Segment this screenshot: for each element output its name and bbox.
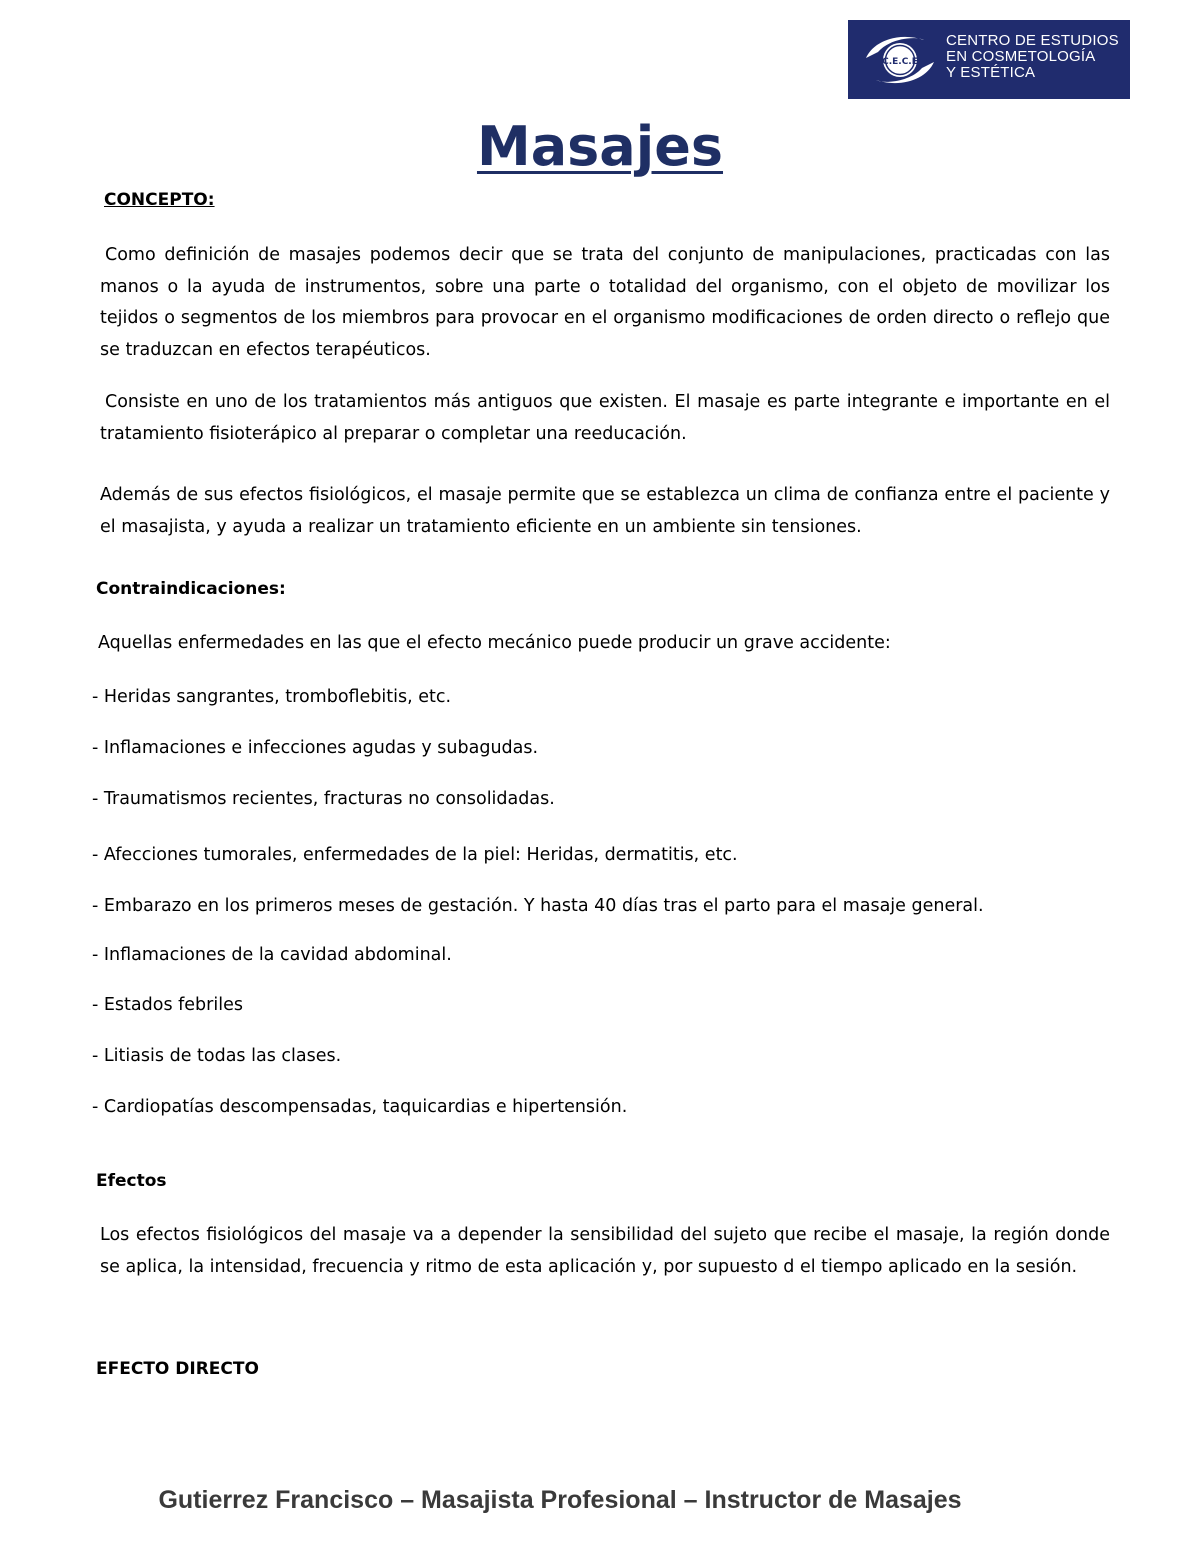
contraindications-intro: Aquellas enfermedades en las que el efecto mecánico puede producir un grave accidente: (98, 633, 891, 653)
logo-line-2: EN COSMETOLOGÍA (946, 48, 1096, 65)
concept-paragraph-1: Como definición de masajes podemos decir que se trata del conjunto de manipulaciones, practicadas con las manos o la ayuda de instrumentos, sobre una parte o totalidad del organismo, con el objeto de movilizar los tejidos o segmentos de los miembros para provocar en el organismo modificaciones de orden directo o reflejo que se traduzcan en efectos terapéuticos. (100, 245, 1110, 360)
list-item: - Inflamaciones e infecciones agudas y subagudas. (92, 738, 539, 758)
logo-line-3: Y ESTÉTICA (946, 64, 1036, 81)
concept-paragraph-2: Consiste en uno de los tratamientos más antiguos que existen. El masaje es parte integrante e importante en el tratamiento fisioterápico al preparar o completar una reeducación. (100, 392, 1110, 444)
institution-logo (848, 20, 1130, 99)
list-item: - Embarazo en los primeros meses de gestación. Y hasta 40 días tras el parto para el masaje general. (92, 896, 984, 916)
effects-heading: Efectos (96, 1171, 167, 1191)
list-item: - Estados febriles (92, 995, 243, 1015)
list-item: - Litiasis de todas las clases. (92, 1046, 342, 1066)
list-item: - Heridas sangrantes, tromboflebitis, etc. (92, 687, 452, 707)
logo-badge-text: C.E.C.E (882, 57, 918, 67)
direct-effect-heading: EFECTO DIRECTO (96, 1359, 259, 1379)
logo-line-1: CENTRO DE ESTUDIOS (946, 32, 1119, 49)
list-item: - Traumatismos recientes, fracturas no consolidadas. (92, 789, 555, 809)
concept-paragraph-3: Además de sus efectos fisiológicos, el masaje permite que se establezca un clima de confianza entre el paciente y el masajista, y ayuda a realizar un tratamiento eficiente en un ambiente sin tensiones. (100, 485, 1110, 537)
effects-paragraph: Los efectos fisiológicos del masaje va a depender la sensibilidad del sujeto que recibe el masaje, la región donde se aplica, la intensidad, frecuencia y ritmo de esta aplicación y, por supuesto d el tiempo aplicado en la sesión. (100, 1225, 1110, 1277)
list-item: - Afecciones tumorales, enfermedades de la piel: Heridas, dermatitis, etc. (92, 845, 738, 865)
page-title (0, 106, 1200, 188)
concept-heading: CONCEPTO: (104, 190, 215, 210)
list-item: - Inflamaciones de la cavidad abdominal. (92, 945, 452, 965)
page-title-text: Masajes (476, 115, 724, 178)
contraindications-heading: Contraindicaciones: (96, 579, 286, 599)
hands-circle-icon (860, 28, 940, 92)
logo-text (946, 33, 1119, 81)
list-item: - Cardiopatías descompensadas, taquicardias e hipertensión. (92, 1097, 628, 1117)
footer-author: Gutierrez Francisco – Masajista Profesional – Instructor de Masajes (158, 1486, 962, 1514)
